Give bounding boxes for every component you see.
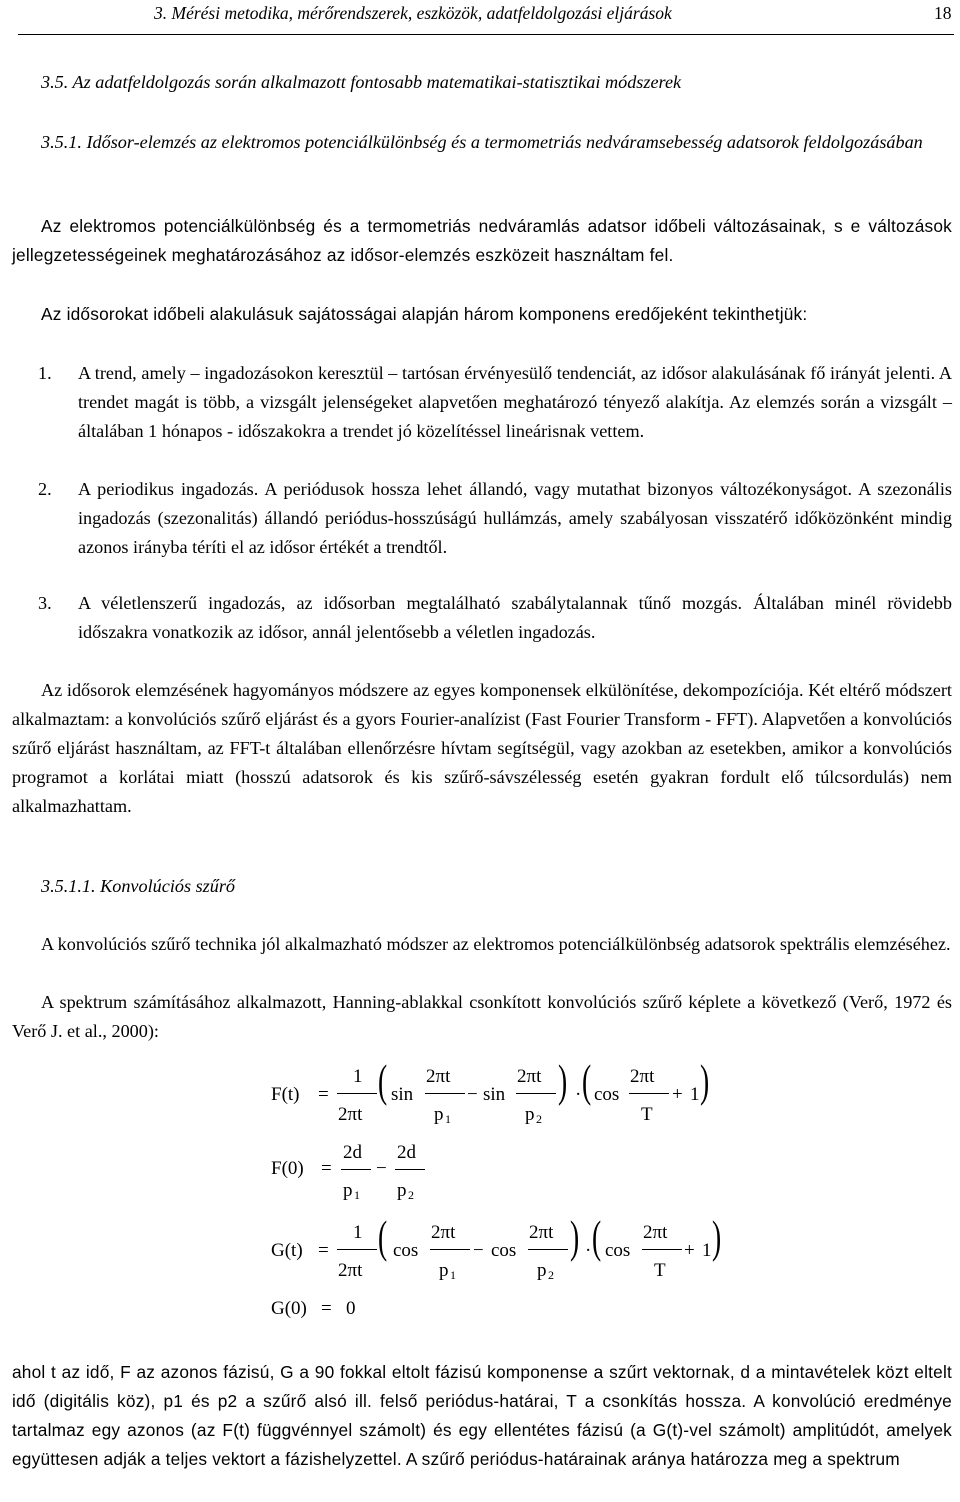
list-item xyxy=(38,589,952,647)
right-paren: ) xyxy=(558,1055,568,1106)
f4-lhs: G(0) xyxy=(271,1298,307,1319)
p1: p xyxy=(439,1260,449,1281)
formula-block xyxy=(0,1055,960,1330)
numerator: 1 xyxy=(353,1222,363,1243)
equals-sign: = xyxy=(321,1158,332,1179)
minus-sign: − xyxy=(376,1158,387,1179)
fraction-bar xyxy=(337,1249,377,1250)
T-symbol: T xyxy=(654,1260,666,1281)
equals-sign: = xyxy=(318,1240,329,1261)
filter-paragraph-1: A konvolúciós szűrő technika jól alkalmazható módszer az elektromos potenciálkülönbség adatsorok spektrális elemzéséhez. xyxy=(41,934,951,954)
dot-operator: · xyxy=(585,1240,592,1261)
fraction-bar xyxy=(528,1249,568,1250)
subscript: 1 xyxy=(450,1268,456,1282)
denominator: 2πt xyxy=(338,1260,363,1281)
numerator: 2πt xyxy=(529,1222,554,1243)
plus-sign: + xyxy=(672,1084,683,1105)
minus-sign: − xyxy=(473,1240,484,1261)
sin-label: sin xyxy=(483,1084,506,1105)
right-paren: ) xyxy=(570,1211,580,1262)
sin-label: sin xyxy=(391,1084,414,1105)
p1: p xyxy=(434,1104,444,1125)
T-symbol: T xyxy=(641,1104,653,1125)
list-item-number: 2. xyxy=(38,479,52,499)
f2-lhs: F(0) xyxy=(271,1158,304,1179)
fraction-bar xyxy=(395,1169,425,1170)
subscript: 2 xyxy=(548,1268,554,1282)
filter-paragraph-2: A spektrum számításához alkalmazott, Hanning-ablakkal csonkított konvolúciós szűrő képlete a következő (Verő, 1972 és Verő J. et al., 2000): xyxy=(12,992,952,1041)
equals-sign: = xyxy=(318,1084,329,1105)
fraction-bar xyxy=(642,1249,682,1250)
decomposition-paragraph: Az idősorok elemzésének hagyományos módszere az egyes komponensek elkülönítése, dekompozíciója. Két eltérő módszert alkalmaztam: a konvolúciós szűrő eljárást és a gyors Fourier-analízist (Fast Fourier Transform - FFT). Alapvetően a konvolúciós szűrő eljárást használtam, az FFT-t általában ellenőrzésre hívtam segítségül, vagy azokban az esetekben, amikor a konvolúciós programot a korlátai miatt (hosszú adatsorok és kis szűrő-sávszélesség esetén gyakran fordult elő túlcsordulás) nem alkalmazhattam. xyxy=(12,680,952,816)
intro-paragraph-1: Az elektromos potenciálkülönbség és a termometriás nedváramlás adatsor időbeli változásainak, s e változások jellegzetességeinek meghatározásához az idősor-elemzés eszközeit használtam fel. xyxy=(12,216,952,265)
list-item-text: A véletlenszerű ingadozás, az idősorban megtalálható szabálytalannak tűnő mozgás. Általában minél rövidebb időszakra vonatkozik az idősor, annál jelentősebb a véletlen ingadozás. xyxy=(78,593,952,642)
right-paren: ) xyxy=(700,1055,710,1106)
intro-paragraph-2: Az idősorokat időbeli alakulásuk sajátosságai alapján három komponens eredőjeként tekinthetjük: xyxy=(41,304,808,324)
cos-label: cos xyxy=(605,1240,631,1261)
p2: p xyxy=(397,1180,407,1201)
closing-paragraph: ahol t az idő, F az azonos fázisú, G a 90 fokkal eltolt fázisú komponense a szűrt vektornak, d a mintavételek közt eltelt idő (digitális köz), p1 és p2 a szűrő alsó ill. felső periódus-határai, T a csonkítás hossza. A konvolúció eredménye tartalmaz egy azonos (az F(t) függvénnyel számolt) és egy ellentétes fázisú (a G(t)-vel számolt) amplitúdót, amelyek együttesen adják a teljes vektort a fázishelyzettel. A szűrő periódus-határainak aránya határozza meg a spektrum xyxy=(12,1362,952,1469)
minus-sign: − xyxy=(467,1084,478,1105)
cos-label: cos xyxy=(393,1240,419,1261)
header-title: 3. Mérési metodika, mérőrendszerek, eszközök, adatfeldolgozási eljárások xyxy=(154,3,672,23)
denominator: 2πt xyxy=(338,1104,363,1125)
equals-sign: = xyxy=(321,1298,332,1319)
section-title: 3.5. Az adatfeldolgozás során alkalmazott fontosabb matematikai-statisztikai módszerek xyxy=(41,72,682,92)
numerator: 2d xyxy=(397,1142,416,1163)
numerator: 1 xyxy=(353,1066,363,1087)
cos-label: cos xyxy=(594,1084,620,1105)
plus-sign: + xyxy=(684,1240,695,1261)
header-rule xyxy=(18,34,954,35)
numerator: 2πt xyxy=(426,1066,451,1087)
fraction-bar xyxy=(516,1093,556,1094)
left-paren: ( xyxy=(378,1211,388,1262)
left-paren: ( xyxy=(378,1055,388,1106)
fraction-bar xyxy=(425,1093,465,1094)
fraction-bar xyxy=(629,1093,669,1094)
p2: p xyxy=(525,1104,535,1125)
f3-lhs: G(t) xyxy=(271,1240,303,1261)
fraction-bar xyxy=(341,1169,371,1170)
right-paren: ) xyxy=(712,1211,722,1262)
subscript: 2 xyxy=(408,1188,414,1202)
one: 1 xyxy=(702,1240,712,1261)
subscript: 1 xyxy=(354,1188,360,1202)
fraction-bar xyxy=(337,1093,377,1094)
numerator: 2πt xyxy=(431,1222,456,1243)
list-item-number: 3. xyxy=(38,593,52,613)
zero: 0 xyxy=(346,1298,356,1319)
subsection-title: 3.5.1. Idősor-elemzés az elektromos potenciálkülönbség és a termometriás nedváramsebesség adatsorok feldolgozásában xyxy=(41,132,923,152)
numerator: 2πt xyxy=(643,1222,668,1243)
page-header xyxy=(18,0,954,36)
f1-lhs: F(t) xyxy=(271,1084,300,1105)
list-item-text: A periodikus ingadozás. A periódusok hossza lehet állandó, vagy mutathat bizonyos változékonyságot. A szezonális ingadozás (szezonalitás) állandó periódus-hosszúságú hullámzás, amely szabályosan visszatérő időközönként mindig azonos irányba téríti el az idősor értékét a trendtől. xyxy=(78,479,952,557)
list-item xyxy=(38,359,952,446)
list-item-number: 1. xyxy=(38,363,52,383)
subscript: 2 xyxy=(536,1112,542,1126)
p2: p xyxy=(537,1260,547,1281)
numerator: 2πt xyxy=(630,1066,655,1087)
fraction-bar xyxy=(430,1249,470,1250)
subscript: 1 xyxy=(445,1112,451,1126)
p1: p xyxy=(343,1180,353,1201)
list-item-text: A trend, amely – ingadozásokon keresztül – tartósan érvényesülő tendenciát, az idősor alakulásának fő irányát jelenti. A trendet magát is több, a vizsgált jelenségeket alapvetően meghatározó tényező alakítja. Az elemzés során a vizsgált – általában 1 hónapos - időszakokra a trendet jó közelítéssel lineárisnak vettem. xyxy=(78,363,952,441)
numerator: 2d xyxy=(343,1142,362,1163)
one: 1 xyxy=(690,1084,700,1105)
dot-operator: · xyxy=(575,1084,582,1105)
list-item xyxy=(38,475,952,562)
page-number: 18 xyxy=(934,3,952,23)
numerator: 2πt xyxy=(517,1066,542,1087)
left-paren: ( xyxy=(582,1055,592,1106)
cos-label: cos xyxy=(491,1240,517,1261)
left-paren: ( xyxy=(592,1211,602,1262)
subsubsection-title: 3.5.1.1. Konvolúciós szűrő xyxy=(41,876,236,896)
